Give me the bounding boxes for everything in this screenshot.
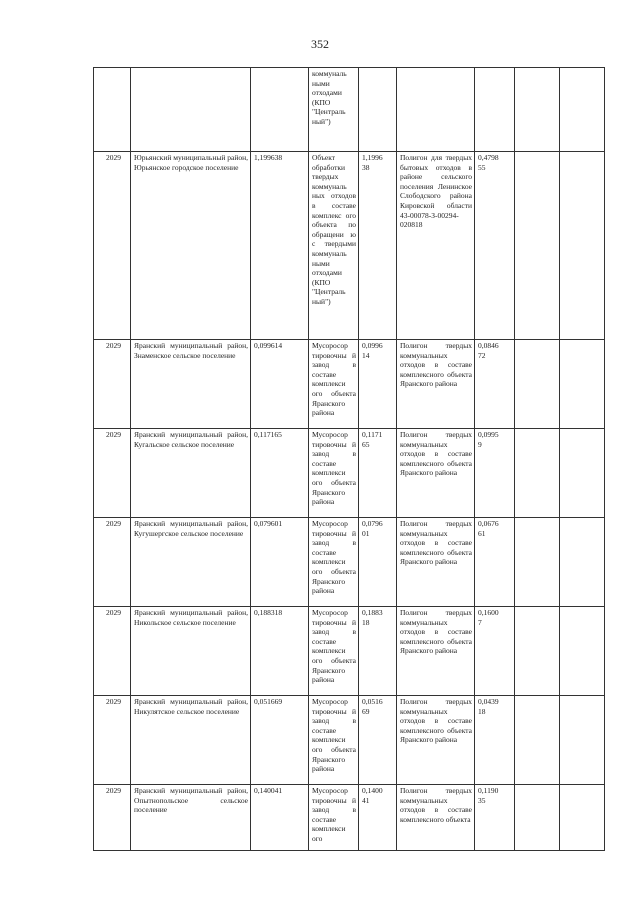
polygon-cell: Полигон твердых коммунальных отходов в составе комплексного объекта Яранского района (397, 518, 475, 607)
empty-cell (560, 785, 605, 851)
object-cell: Мусоросор тировочны й завод в составе комплекси ого объекта Яранского района (309, 340, 359, 429)
empty-cell (515, 518, 560, 607)
share2-cell: 0,0796 01 (359, 518, 397, 607)
share-cell (251, 68, 309, 152)
object-cell: Объект обработки твердых коммуналь ных отходов в составе комплекс ого объекта по обращени ю с твердыми коммуналь ными отходами (КПО "Централь ный") (309, 152, 359, 340)
page-number: 352 (311, 37, 329, 51)
share3-cell: 0,0439 18 (475, 696, 515, 785)
share3-cell: 0,1190 35 (475, 785, 515, 851)
share3-cell: 0,0995 9 (475, 429, 515, 518)
share-cell: 0,140041 (251, 785, 309, 851)
share2-cell: 0,1400 41 (359, 785, 397, 851)
territory-cell: Яранский муниципальный район, Никольское сельское поселение (131, 607, 251, 696)
share3-cell: 0,4798 55 (475, 152, 515, 340)
empty-cell (560, 68, 605, 152)
territory-cell: Юрьянский муниципальный район, Юрьянское городское поселение (131, 152, 251, 340)
share2-cell: 1,1996 38 (359, 152, 397, 340)
share-cell: 0,051669 (251, 696, 309, 785)
object-cell: коммуналь ными отходами (КПО "Централь ный") (309, 68, 359, 152)
polygon-cell: Полигон твердых коммунальных отходов в составе комплексного объекта Яранского района (397, 340, 475, 429)
empty-cell (560, 518, 605, 607)
share2-cell: 0,0516 69 (359, 696, 397, 785)
empty-cell (515, 429, 560, 518)
share-cell: 0,188318 (251, 607, 309, 696)
polygon-cell: Полигон твердых коммунальных отходов в составе комплексного объекта Яранского района (397, 607, 475, 696)
year-cell: 2029 (94, 607, 131, 696)
share3-cell (475, 68, 515, 152)
empty-cell (515, 340, 560, 429)
data-table (93, 67, 605, 851)
table-row (94, 68, 605, 152)
empty-cell (515, 152, 560, 340)
share2-cell: 0,1171 65 (359, 429, 397, 518)
empty-cell (560, 696, 605, 785)
share-cell: 0,117165 (251, 429, 309, 518)
object-cell: Мусоросор тировочны й завод в составе комплекси ого объекта Яранского района (309, 518, 359, 607)
empty-cell (515, 68, 560, 152)
empty-cell (515, 785, 560, 851)
polygon-cell: Полигон твердых коммунальных отходов в составе комплексного объекта Яранского района (397, 696, 475, 785)
table-row (94, 785, 605, 851)
polygon-cell (397, 68, 475, 152)
share3-cell: 0,0676 61 (475, 518, 515, 607)
share2-cell: 0,1883 18 (359, 607, 397, 696)
share2-cell: 0,0996 14 (359, 340, 397, 429)
object-cell: Мусоросор тировочны й завод в составе комплекси ого объекта Яранского района (309, 696, 359, 785)
polygon-cell: Полигон твердых коммунальных отходов в составе комплексного объекта Яранского района (397, 429, 475, 518)
year-cell: 2029 (94, 429, 131, 518)
empty-cell (560, 607, 605, 696)
share-cell: 0,079601 (251, 518, 309, 607)
share-cell: 0,099614 (251, 340, 309, 429)
object-cell: Мусоросор тировочны й завод в составе комплекси ого (309, 785, 359, 851)
empty-cell (560, 429, 605, 518)
year-cell: 2029 (94, 518, 131, 607)
empty-cell (560, 152, 605, 340)
empty-cell (515, 607, 560, 696)
table-row (94, 518, 605, 607)
table-row (94, 696, 605, 785)
territory-cell: Яранский муниципальный район, Никулятское сельское поселение (131, 696, 251, 785)
year-cell: 2029 (94, 152, 131, 340)
polygon-cell: Полигон твердых коммунальных отходов в составе комплексного объекта (397, 785, 475, 851)
empty-cell (560, 340, 605, 429)
territory-cell (131, 68, 251, 152)
share3-cell: 0,1600 7 (475, 607, 515, 696)
table-row (94, 607, 605, 696)
territory-cell: Яранский муниципальный район, Опытнопольское сельское поселение (131, 785, 251, 851)
polygon-cell: Полигон для твердых бытовых отходов в районе сельского поселения Ленинское Слободского района Кировской области 43-00078-З-00294-020818 (397, 152, 475, 340)
territory-cell: Яранский муниципальный район, Кугальское сельское поселение (131, 429, 251, 518)
share2-cell (359, 68, 397, 152)
object-cell: Мусоросор тировочны й завод в составе комплекси ого объекта Яранского района (309, 607, 359, 696)
table-row (94, 152, 605, 340)
object-cell: Мусоросор тировочны й завод в составе комплекси ого объекта Яранского района (309, 429, 359, 518)
share3-cell: 0,0846 72 (475, 340, 515, 429)
territory-cell: Яранский муниципальный район, Кугушергское сельское поселение (131, 518, 251, 607)
year-cell: 2029 (94, 340, 131, 429)
table-row (94, 340, 605, 429)
share-cell: 1,199638 (251, 152, 309, 340)
year-cell: 2029 (94, 785, 131, 851)
empty-cell (515, 696, 560, 785)
table-row (94, 429, 605, 518)
year-cell (94, 68, 131, 152)
territory-cell: Яранский муниципальный район, Знаменское сельское поселение (131, 340, 251, 429)
year-cell: 2029 (94, 696, 131, 785)
